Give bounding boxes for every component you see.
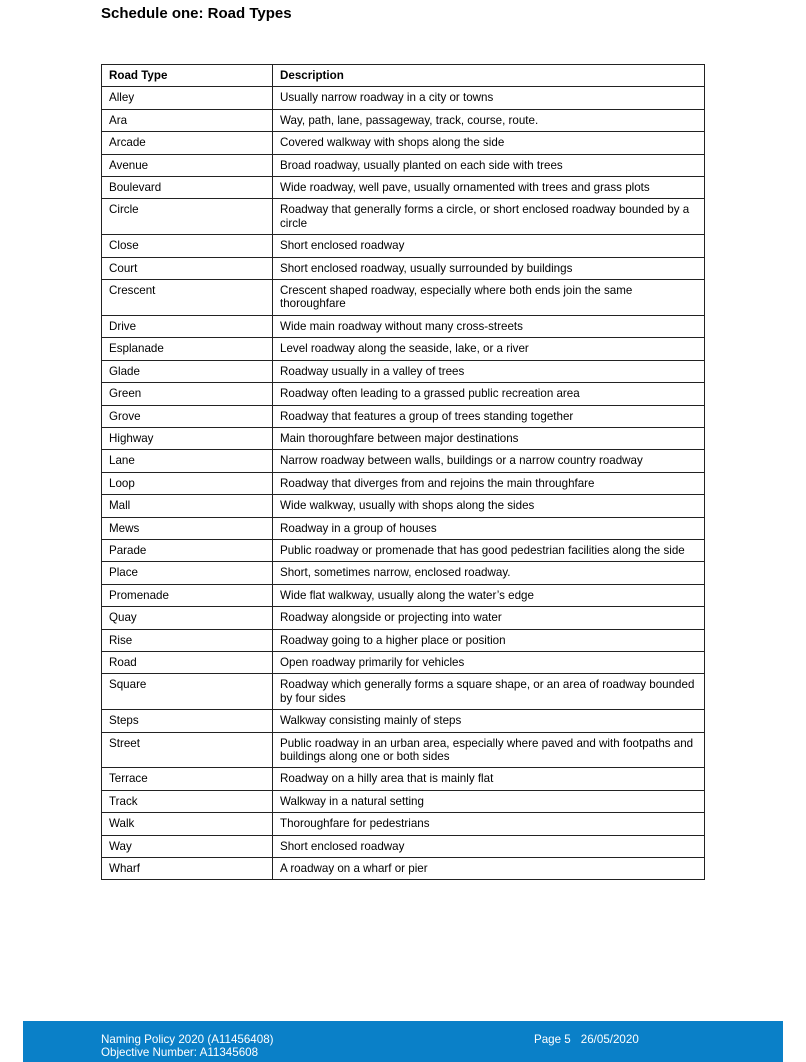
description-cell: Short enclosed roadway, usually surrounded by buildings [273, 257, 705, 279]
table-row [102, 584, 705, 606]
description-cell: Wide walkway, usually with shops along the sides [273, 495, 705, 517]
table-row [102, 858, 705, 880]
table-row [102, 132, 705, 154]
description-cell: Roadway which generally forms a square shape, or an area of roadway bounded by four sides [273, 674, 705, 710]
description-cell: Walkway in a natural setting [273, 790, 705, 812]
footer-date: 26/05/2020 [580, 1033, 639, 1046]
road-types-table [101, 64, 705, 880]
footer-right [534, 1033, 639, 1046]
table-row [102, 768, 705, 790]
description-cell: Short, sometimes narrow, enclosed roadway. [273, 562, 705, 584]
description-cell: Usually narrow roadway in a city or towns [273, 87, 705, 109]
road-type-cell: Quay [102, 607, 273, 629]
road-type-cell: Mews [102, 517, 273, 539]
road-type-cell: Track [102, 790, 273, 812]
description-cell: Main thoroughfare between major destinations [273, 427, 705, 449]
road-type-cell: Steps [102, 710, 273, 732]
description-cell: Roadway usually in a valley of trees [273, 360, 705, 382]
table-row [102, 338, 705, 360]
table-row [102, 427, 705, 449]
description-cell: Wide flat walkway, usually along the water’s edge [273, 584, 705, 606]
table-row [102, 257, 705, 279]
description-cell: Short enclosed roadway [273, 235, 705, 257]
description-cell: Walkway consisting mainly of steps [273, 710, 705, 732]
description-cell: Public roadway or promenade that has good pedestrian facilities along the side [273, 539, 705, 561]
road-type-cell: Promenade [102, 584, 273, 606]
table-header-row [102, 65, 705, 87]
road-type-cell: Boulevard [102, 177, 273, 199]
table-row [102, 235, 705, 257]
table-row [102, 199, 705, 235]
table-row [102, 835, 705, 857]
table-row [102, 109, 705, 131]
table-row [102, 383, 705, 405]
description-cell: Roadway often leading to a grassed public recreation area [273, 383, 705, 405]
table-row [102, 280, 705, 316]
road-type-cell: Walk [102, 813, 273, 835]
road-type-cell: Road [102, 651, 273, 673]
table-row [102, 562, 705, 584]
table-row [102, 315, 705, 337]
table-row [102, 539, 705, 561]
road-type-cell: Alley [102, 87, 273, 109]
road-type-cell: Drive [102, 315, 273, 337]
road-type-cell: Close [102, 235, 273, 257]
table-row [102, 790, 705, 812]
road-type-cell: Mall [102, 495, 273, 517]
description-cell: Roadway that diverges from and rejoins the main throughfare [273, 472, 705, 494]
footer-left [101, 1033, 274, 1059]
road-type-cell: Esplanade [102, 338, 273, 360]
footer-policy: Naming Policy 2020 (A11456408) [101, 1033, 274, 1046]
description-cell: Covered walkway with shops along the side [273, 132, 705, 154]
table-row [102, 674, 705, 710]
road-type-cell: Square [102, 674, 273, 710]
description-cell: Way, path, lane, passageway, track, course, route. [273, 109, 705, 131]
road-type-cell: Parade [102, 539, 273, 561]
road-type-cell: Lane [102, 450, 273, 472]
road-type-cell: Street [102, 732, 273, 768]
description-cell: Wide roadway, well pave, usually ornamented with trees and grass plots [273, 177, 705, 199]
table-row [102, 732, 705, 768]
road-type-cell: Avenue [102, 154, 273, 176]
road-type-cell: Ara [102, 109, 273, 131]
table-row [102, 710, 705, 732]
description-cell: Roadway that generally forms a circle, or short enclosed roadway bounded by a circle [273, 199, 705, 235]
road-type-cell: Glade [102, 360, 273, 382]
description-cell: Level roadway along the seaside, lake, or a river [273, 338, 705, 360]
description-cell: Public roadway in an urban area, especially where paved and with footpaths and buildings along one or both sides [273, 732, 705, 768]
column-header-road-type: Road Type [102, 65, 273, 87]
table-row [102, 517, 705, 539]
table-row [102, 813, 705, 835]
description-cell: Roadway on a hilly area that is mainly flat [273, 768, 705, 790]
description-cell: Open roadway primarily for vehicles [273, 651, 705, 673]
description-cell: Narrow roadway between walls, buildings or a narrow country roadway [273, 450, 705, 472]
table-row [102, 405, 705, 427]
description-cell: A roadway on a wharf or pier [273, 858, 705, 880]
description-cell: Thoroughfare for pedestrians [273, 813, 705, 835]
table-row [102, 495, 705, 517]
road-type-cell: Arcade [102, 132, 273, 154]
description-cell: Crescent shaped roadway, especially where both ends join the same thoroughfare [273, 280, 705, 316]
road-type-cell: Terrace [102, 768, 273, 790]
table-row [102, 154, 705, 176]
table-body [102, 87, 705, 880]
footer-objective-number: Objective Number: A11345608 [101, 1046, 259, 1059]
description-cell: Short enclosed roadway [273, 835, 705, 857]
road-type-cell: Rise [102, 629, 273, 651]
description-cell: Roadway going to a higher place or position [273, 629, 705, 651]
road-type-cell: Loop [102, 472, 273, 494]
road-type-cell: Highway [102, 427, 273, 449]
table-row [102, 177, 705, 199]
table-row [102, 651, 705, 673]
road-type-cell: Way [102, 835, 273, 857]
page-footer [23, 1021, 783, 1062]
table-row [102, 450, 705, 472]
description-cell: Roadway in a group of houses [273, 517, 705, 539]
column-header-description: Description [273, 65, 705, 87]
table-row [102, 607, 705, 629]
description-cell: Roadway alongside or projecting into water [273, 607, 705, 629]
road-type-cell: Circle [102, 199, 273, 235]
table-row [102, 87, 705, 109]
table-row [102, 360, 705, 382]
road-type-cell: Crescent [102, 280, 273, 316]
page-title: Schedule one: Road Types [101, 5, 292, 22]
table-row [102, 472, 705, 494]
table-row [102, 629, 705, 651]
road-type-cell: Wharf [102, 858, 273, 880]
description-cell: Broad roadway, usually planted on each side with trees [273, 154, 705, 176]
description-cell: Wide main roadway without many cross-streets [273, 315, 705, 337]
road-type-cell: Grove [102, 405, 273, 427]
road-type-cell: Court [102, 257, 273, 279]
road-type-cell: Place [102, 562, 273, 584]
road-type-cell: Green [102, 383, 273, 405]
description-cell: Roadway that features a group of trees standing together [273, 405, 705, 427]
footer-page-number: Page 5 [534, 1033, 571, 1046]
